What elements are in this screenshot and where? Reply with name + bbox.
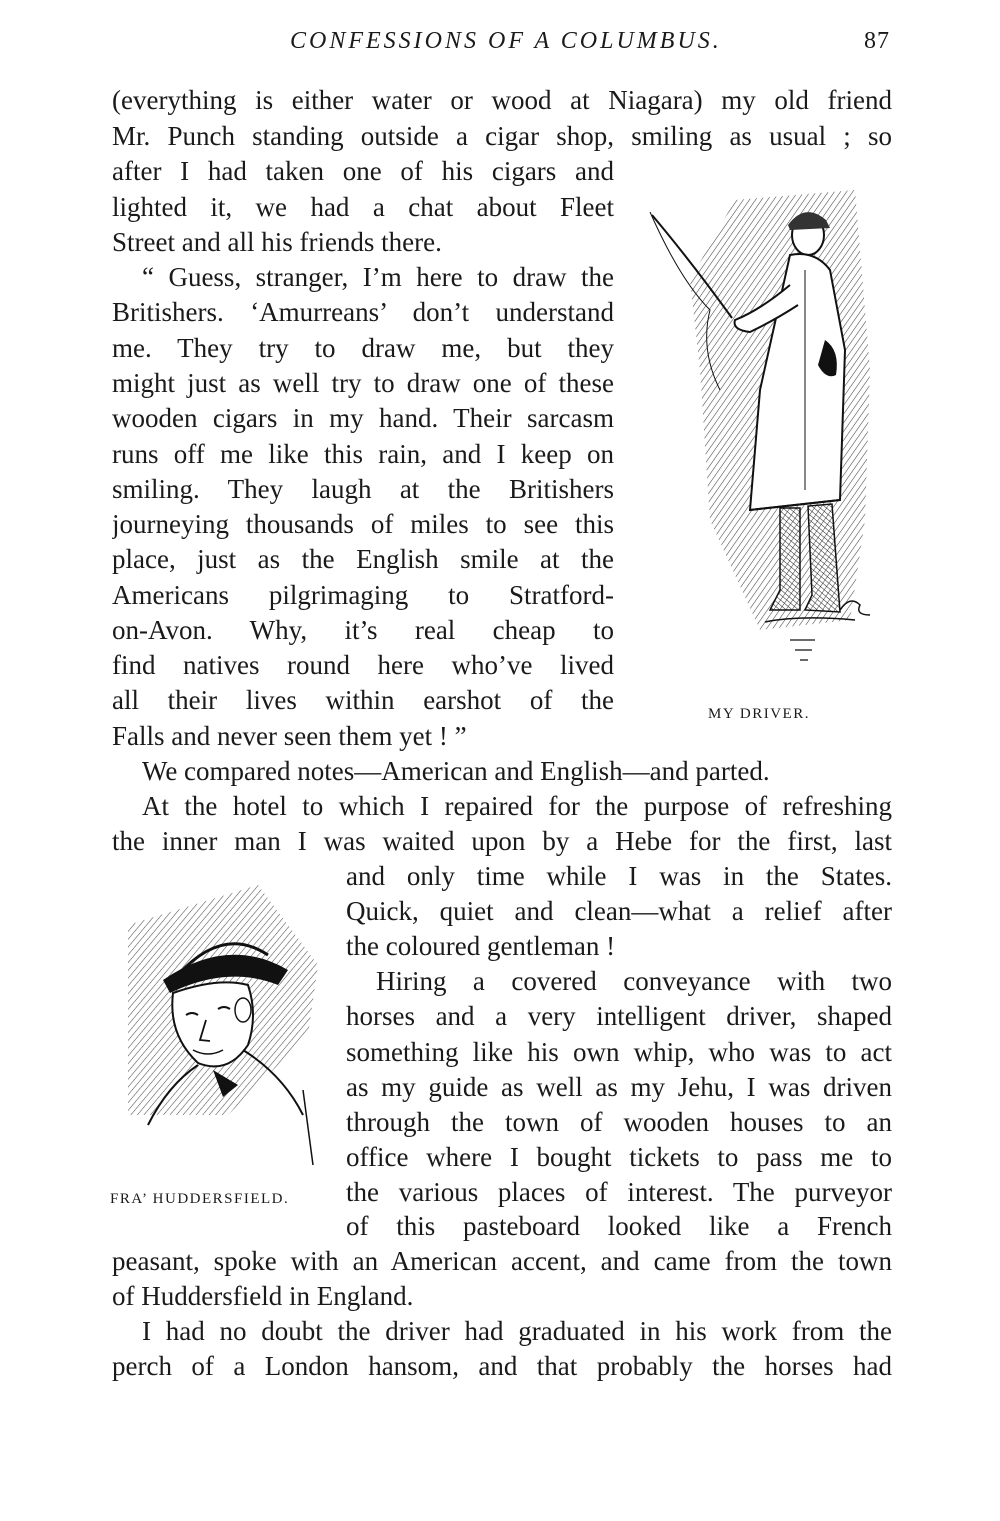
text-line: of this pasteboard looked like a French (346, 1211, 892, 1241)
text-line: the various places of interest. The purveyor (346, 1177, 892, 1207)
text-line: all their lives within earshot of the (112, 685, 614, 715)
page-number: 87 (864, 28, 890, 54)
text-line: office where I bought tickets to pass me to (346, 1142, 892, 1172)
text-line: Hiring a covered conveyance with two (376, 966, 892, 996)
text-line: Falls and never seen them yet ! ” (112, 721, 467, 751)
text-line: I had no doubt the driver had graduated in his work from the (142, 1316, 892, 1346)
text-line: peasant, spoke with an American accent, and came from the town (112, 1246, 892, 1276)
text-line: Street and all his friends there. (112, 227, 442, 257)
text-line: me. They try to draw me, but they (112, 333, 614, 363)
text-line: the inner man I was waited upon by a Hebe for the first, last (112, 826, 892, 856)
text-line: Quick, quiet and clean—what a relief after (346, 896, 892, 926)
text-line: Americans pilgrimaging to Stratford- (112, 580, 614, 610)
text-line: horses and a very intelligent driver, shaped (346, 1001, 892, 1031)
text-line: (everything is either water or wood at Niagara) my old friend (112, 85, 892, 115)
text-line: the coloured gentleman ! (346, 931, 616, 961)
running-title: CONFESSIONS OF A COLUMBUS. (290, 28, 722, 54)
text-line: wooden cigars in my hand. Their sarcasm (112, 403, 614, 433)
text-line: runs off me like this rain, and I keep on (112, 439, 614, 469)
text-line: after I had taken one of his cigars and (112, 156, 614, 186)
text-line: and only time while I was in the States. (346, 861, 892, 891)
text-line: on-Avon. Why, it’s real cheap to (112, 615, 614, 645)
text-line: place, just as the English smile at the (112, 544, 614, 574)
text-line: Mr. Punch standing outside a cigar shop, smiling as usual ; so (112, 121, 892, 151)
text-line: through the town of wooden houses to an (346, 1107, 892, 1137)
text-line: as my guide as well as my Jehu, I was driven (346, 1072, 892, 1102)
text-line: find natives round here who’ve lived (112, 650, 614, 680)
text-line: We compared notes—American and English—and parted. (142, 756, 770, 786)
huddersfield-caption: FRA’ HUDDERSFIELD. (110, 1191, 290, 1207)
text-line: smiling. They laugh at the Britishers (112, 474, 614, 504)
text-line: At the hotel to which I repaired for the purpose of refreshing (142, 791, 892, 821)
text-line: perch of a London hansom, and that probably the horses had (112, 1351, 892, 1381)
text-line: journeying thousands of miles to see this (112, 509, 614, 539)
driver-illustration (640, 190, 890, 690)
text-line: Britishers. ‘Amurreans’ don’t understand (112, 297, 614, 327)
driver-caption: MY DRIVER. (708, 706, 810, 722)
text-line: of Huddersfield in England. (112, 1281, 414, 1311)
text-line: might just as well try to draw one of these (112, 368, 614, 398)
text-line: lighted it, we had a chat about Fleet (112, 192, 614, 222)
running-header (112, 24, 892, 60)
text-line: something like his own whip, who was to act (346, 1037, 892, 1067)
huddersfield-illustration (108, 885, 333, 1175)
text-line: “ Guess, stranger, I’m here to draw the (142, 262, 614, 292)
